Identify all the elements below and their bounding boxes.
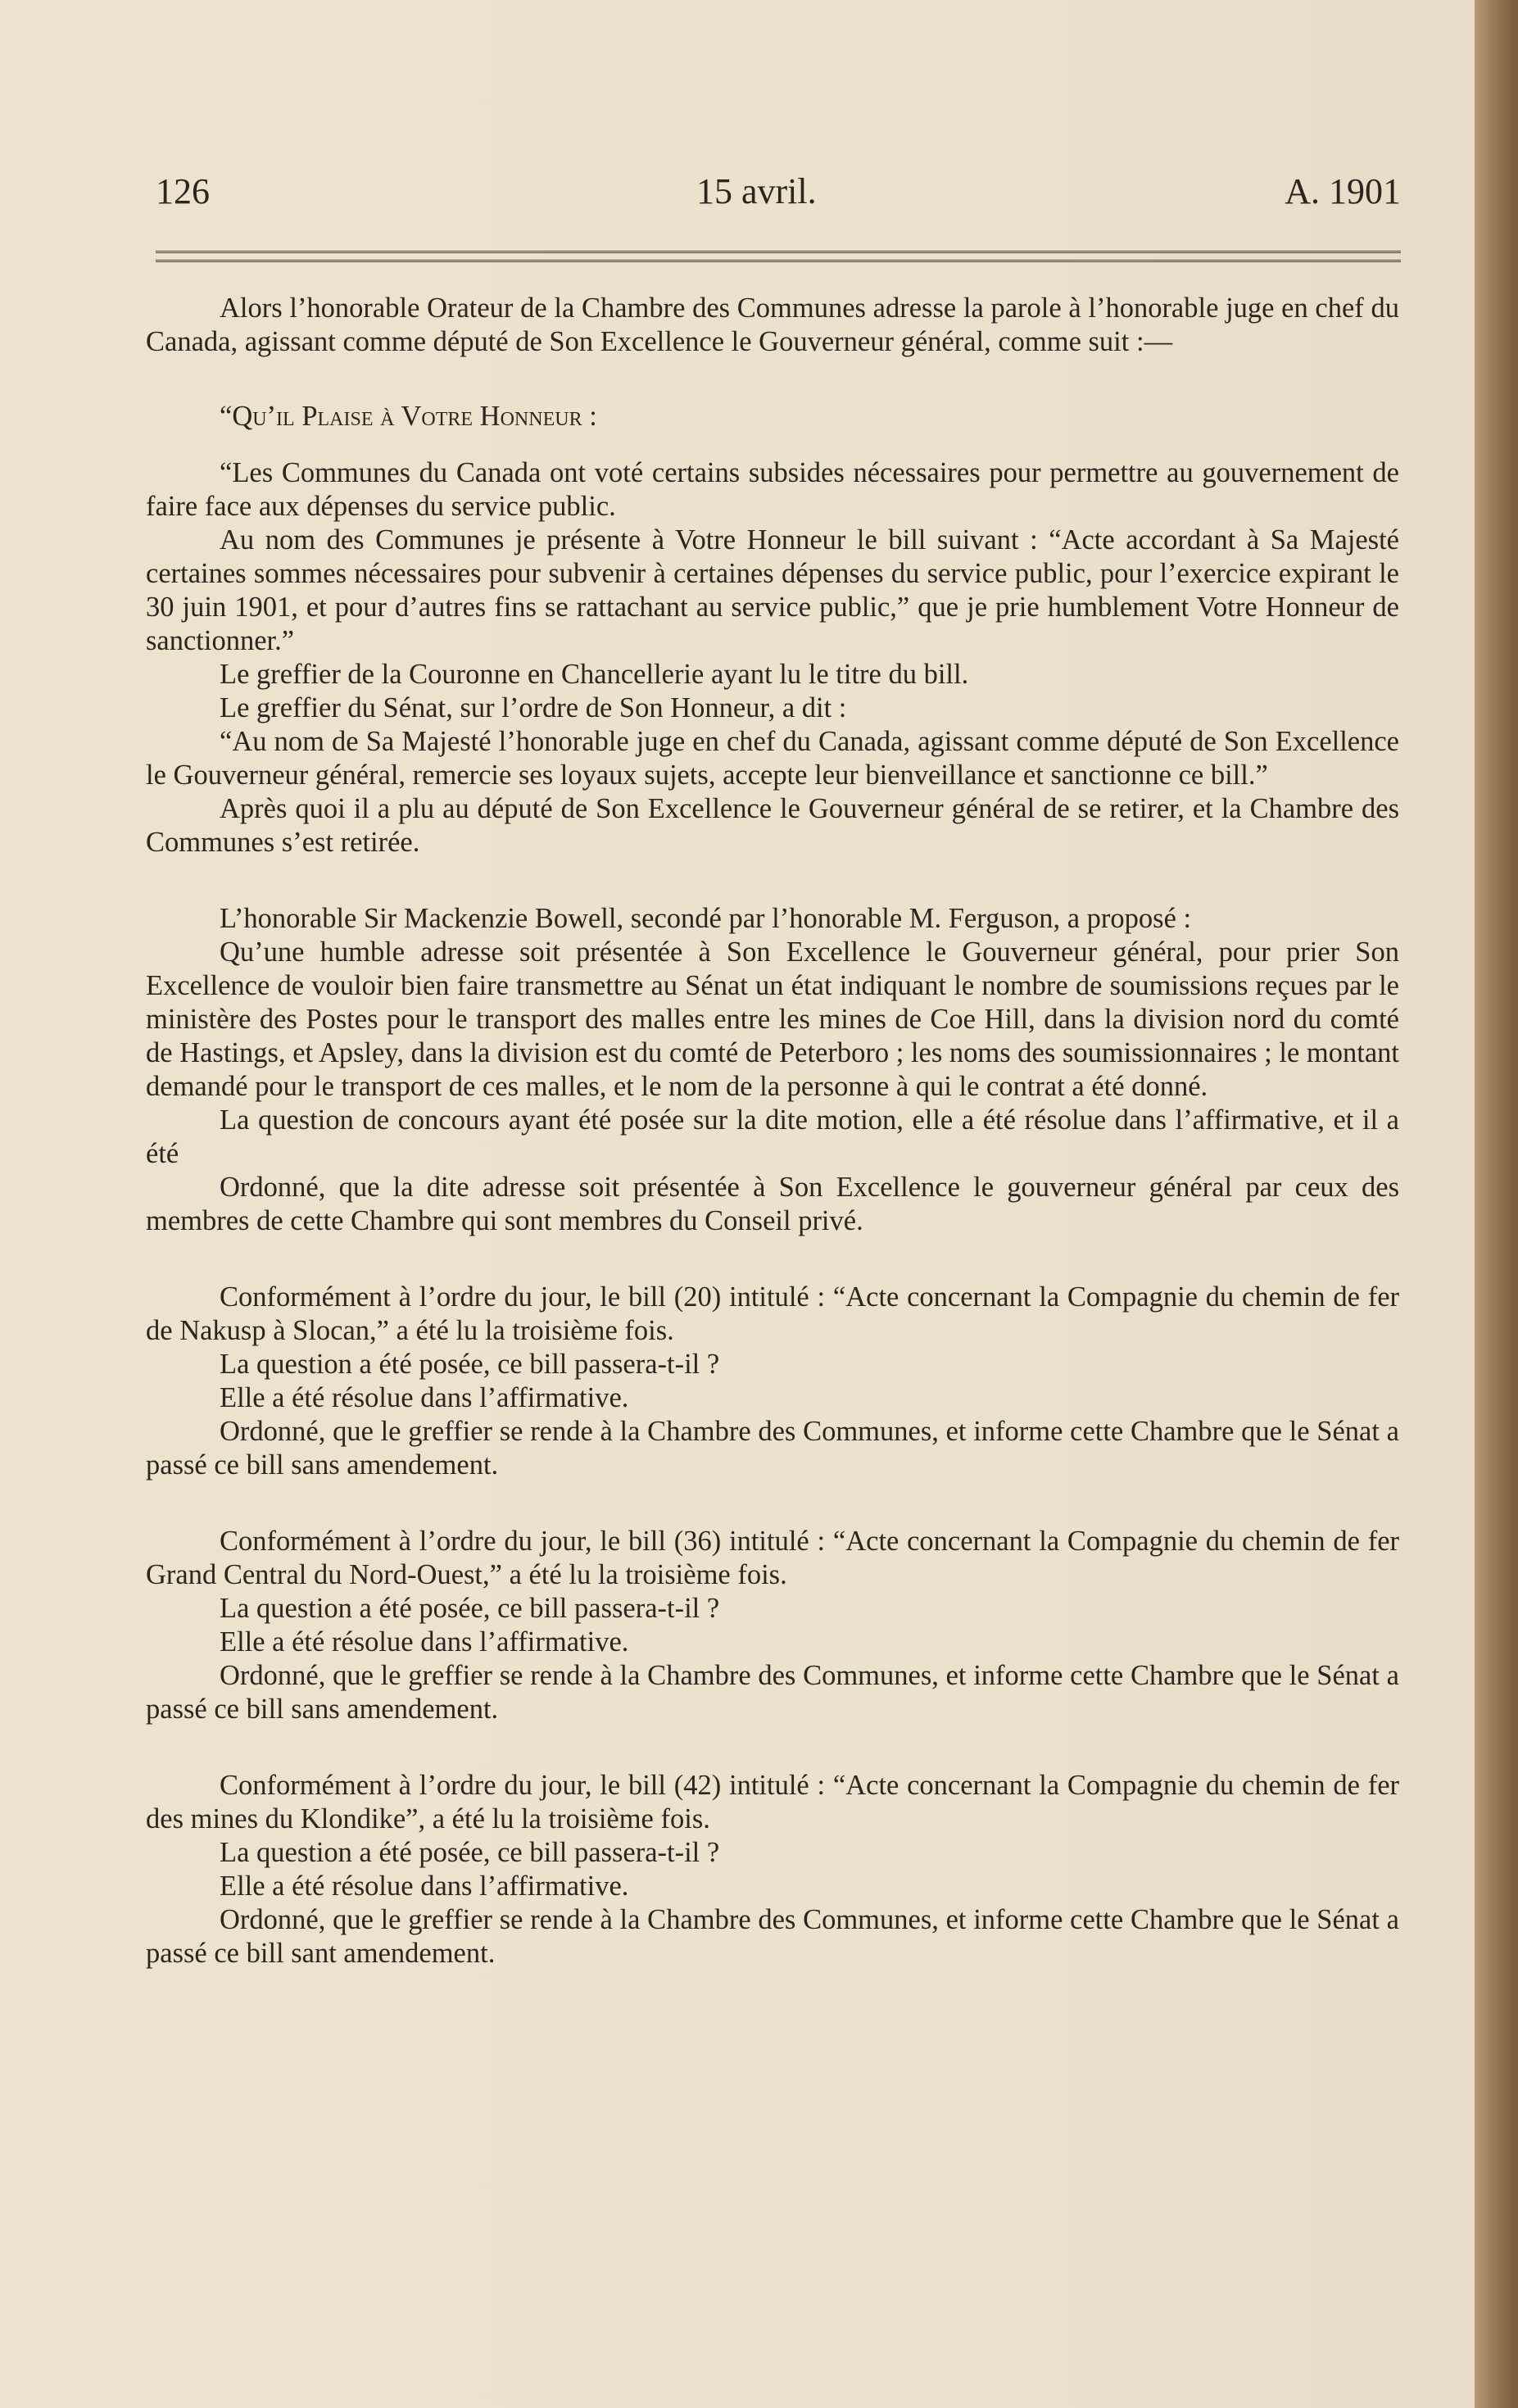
spacer [146, 1482, 1399, 1525]
header-date: 15 avril. [696, 171, 817, 211]
header-year: A. 1901 [1285, 171, 1401, 211]
spacer [146, 433, 1399, 456]
paragraph: Ordonné, que la dite adresse soit présentée à Son Excellence le gouverneur général par ceux des membres de cette Chambre qui sont membres du Conseil privé. [146, 1172, 1399, 1236]
paragraph: Après quoi il a plu au député de Son Excellence le Gouverneur général de se retirer, et la Chambre des Communes s’est retirée. [146, 793, 1399, 858]
paragraph: Alors l’honorable Orateur de la Chambre des Communes adresse la parole à l’honorable juge en chef du Canada, agissant comme député de Son Excellence le Gouverneur général, comme suit :— [146, 292, 1399, 357]
spacer [146, 859, 1399, 902]
paragraph: Elle a été résolue dans l’affirmative. [220, 1871, 629, 1902]
page-header [156, 170, 1401, 220]
book-binding-edge [1475, 0, 1518, 2408]
paragraph: Conformément à l’ordre du jour, le bill (42) intitulé : “Acte concernant la Compagnie du chemin de fer des mines du Klondike”, a été lu la troisième fois. [146, 1770, 1399, 1834]
paragraph: Le greffier de la Couronne en Chancellerie ayant lu le titre du bill. [220, 659, 969, 690]
paragraph: “Au nom de Sa Majesté l’honorable juge en chef du Canada, agissant comme député de Son Excellence le Gouverneur général, remercie ses loyaux sujets, accepte leur bienveillance et sanctionne ce bill.” [146, 726, 1399, 791]
paragraph: La question de concours ayant été posée sur la dite motion, elle a été résolue dans l’affirmative, et il a été [146, 1104, 1399, 1169]
spacer [146, 1726, 1399, 1769]
paragraph: La question a été posée, ce bill passera-t-il ? [220, 1349, 720, 1380]
paragraph: La question a été posée, ce bill passera-t-il ? [220, 1837, 720, 1868]
paragraph: Elle a été résolue dans l’affirmative. [220, 1382, 629, 1413]
spacer [146, 1238, 1399, 1281]
paragraph: L’honorable Sir Mackenzie Bowell, secondé par l’honorable M. Ferguson, a proposé : [220, 903, 1192, 934]
header-rule [156, 251, 1401, 262]
paragraph: Au nom des Communes je présente à Votre Honneur le bill suivant : “Acte accordant à Sa Majesté certaines sommes nécessaires pour subvenir à certaines dépenses du service public, pour l’exercice expirant le 30 juin 1901, et pour d’autres fins se rattachant au service public,” que je prie humblement Votre Honneur de sanctionner.” [146, 524, 1399, 656]
paragraph: Elle a été résolue dans l’affirmative. [220, 1626, 629, 1657]
paragraph: Ordonné, que le greffier se rende à la Chambre des Communes, et informe cette Chambre que le Sénat a passé ce bill sant amendement. [146, 1904, 1399, 1969]
page-number: 126 [156, 171, 210, 211]
body-text [146, 292, 1399, 1970]
paragraph: Ordonné, que le greffier se rende à la Chambre des Communes, et informe cette Chambre que le Sénat a passé ce bill sans amendement. [146, 1660, 1399, 1725]
paragraph: Le greffier du Sénat, sur l’ordre de Son Honneur, a dit : [220, 692, 847, 723]
paragraph: Conformément à l’ordre du jour, le bill (20) intitulé : “Acte concernant la Compagnie du chemin de fer de Nakusp à Slocan,” a été lu la troisième fois. [146, 1281, 1399, 1346]
address-heading: “Qu’il Plaise à Votre Honneur : [220, 401, 597, 432]
paragraph: Qu’une humble adresse soit présentée à Son Excellence le Gouverneur général, pour prier Son Excellence de vouloir bien faire transmettre au Sénat un état indiquant le nombre de soumissions reçues par le ministère des Postes pour le transport des malles entre les mines de Coe Hill, dans la division nord du comté de Hastings, et Apsley, dans la division est du comté de Peterboro ; les noms des soumissionnaires ; le montant demandé pour le transport de ces malles, et le nom de la personne à qui le contrat a été donné. [146, 936, 1399, 1102]
paragraph: Conformément à l’ordre du jour, le bill (36) intitulé : “Acte concernant la Compagnie du chemin de fer Grand Central du Nord-Ouest,” a été lu la troisième fois. [146, 1526, 1399, 1590]
paragraph: La question a été posée, ce bill passera-t-il ? [220, 1593, 720, 1624]
paragraph: Ordonné, que le greffier se rende à la Chambre des Communes, et informe cette Chambre que le Sénat a passé ce bill sans amendement. [146, 1416, 1399, 1481]
paragraph: “Les Communes du Canada ont voté certains subsides nécessaires pour permettre au gouvernement de faire face aux dépenses du service public. [146, 457, 1399, 522]
